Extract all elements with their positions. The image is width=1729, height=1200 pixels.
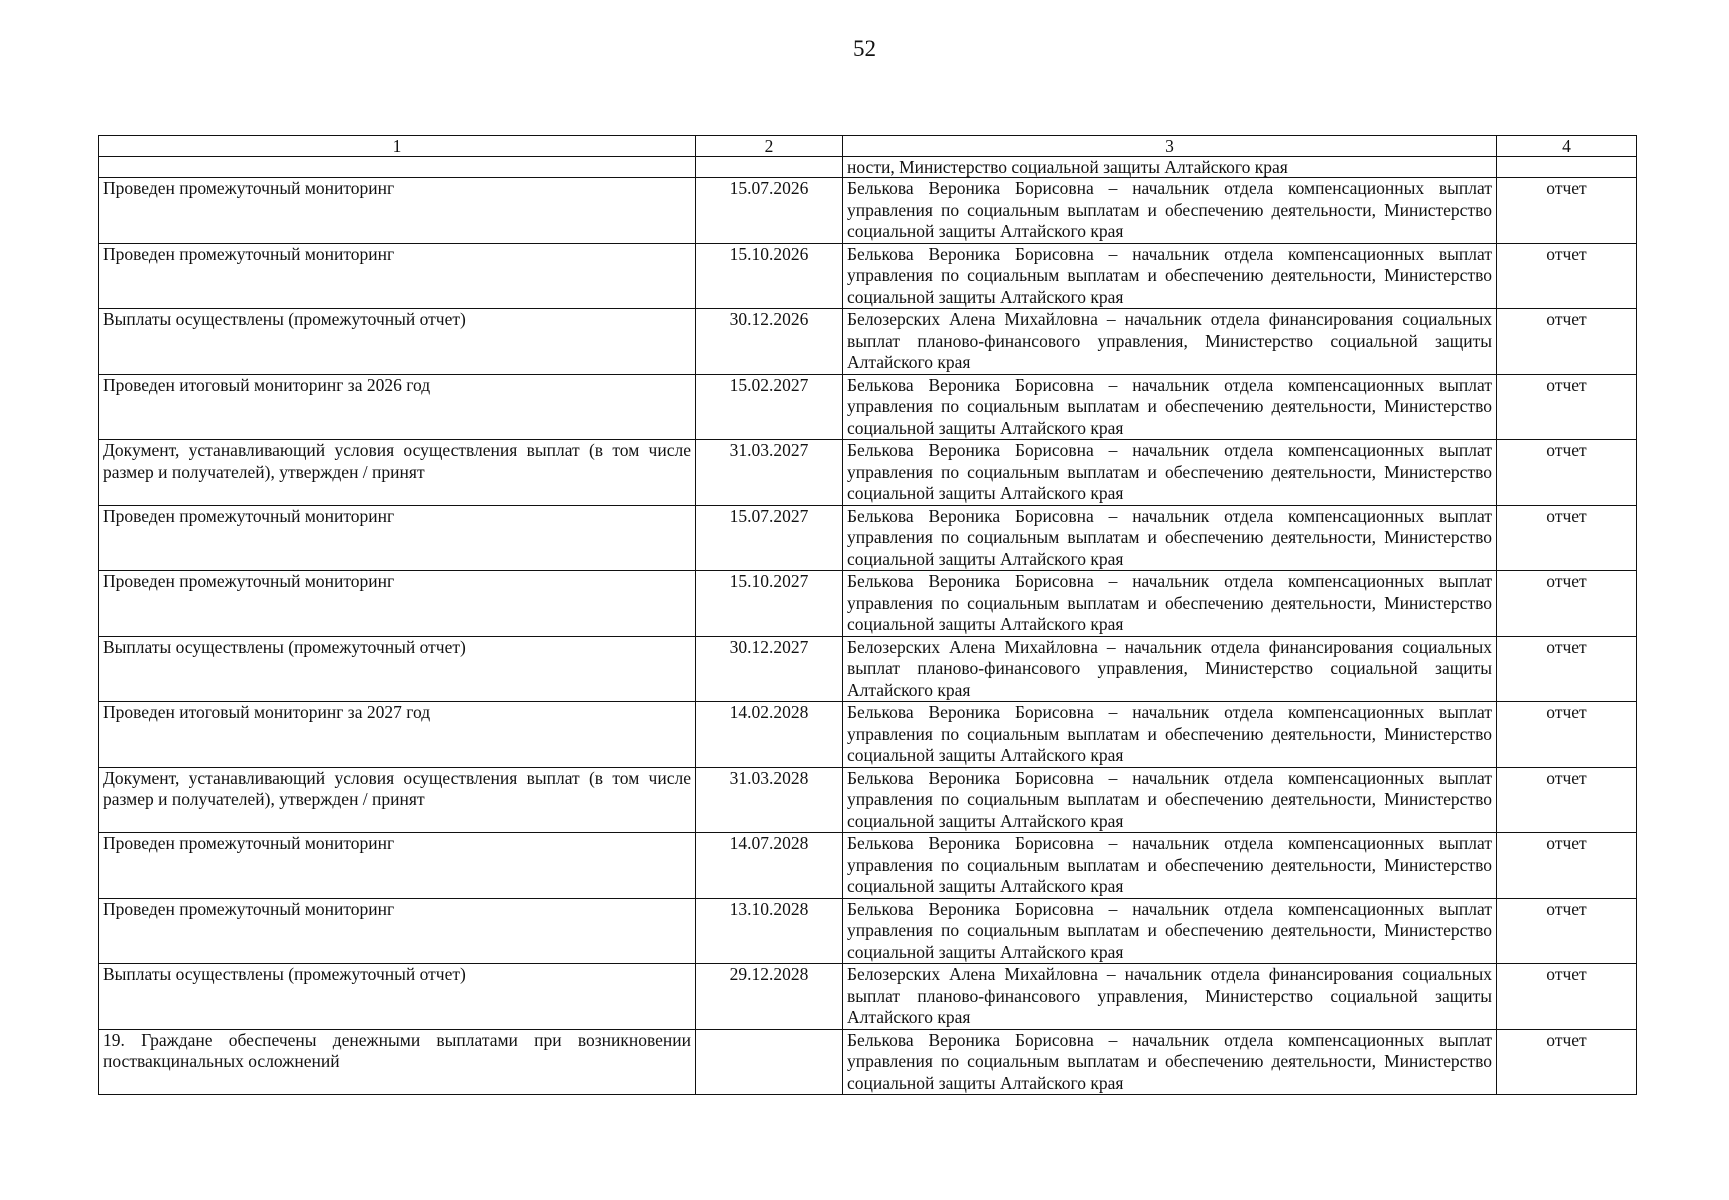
doc-cell: отчет xyxy=(1497,833,1637,899)
date-cell xyxy=(696,1029,843,1095)
responsible-cell: Белькова Вероника Борисовна – начальник отдела компенсационных выплат управления по социальным выплатам и обеспечению деятельности, Министерство социальной защиты Алтайского края xyxy=(843,505,1497,571)
doc-cell: отчет xyxy=(1497,898,1637,964)
event-cell xyxy=(99,157,696,178)
responsible-cell: Белозерских Алена Михайловна – начальник отдела финансирования социальных выплат планово-финансового управления, Министерство социальной защиты Алтайского края xyxy=(843,964,1497,1030)
table-row xyxy=(99,898,1637,964)
responsible-cell: Белькова Вероника Борисовна – начальник отдела компенсационных выплат управления по социальным выплатам и обеспечению деятельности, Министерство социальной защиты Алтайского края xyxy=(843,374,1497,440)
schedule-table xyxy=(98,135,1637,1095)
doc-cell: отчет xyxy=(1497,440,1637,506)
event-cell: 19. Граждане обеспечены денежными выплатами при возникновении поствакцинальных осложнений xyxy=(99,1029,696,1095)
date-cell: 30.12.2026 xyxy=(696,309,843,375)
doc-cell: отчет xyxy=(1497,702,1637,768)
event-cell: Выплаты осуществлены (промежуточный отчет) xyxy=(99,636,696,702)
page-number: 52 xyxy=(853,36,876,61)
table-row xyxy=(99,571,1637,637)
event-cell: Выплаты осуществлены (промежуточный отчет) xyxy=(99,964,696,1030)
responsible-cell: Белькова Вероника Борисовна – начальник отдела компенсационных выплат управления по социальным выплатам и обеспечению деятельности, Министерство социальной защиты Алтайского края xyxy=(843,767,1497,833)
date-cell xyxy=(696,157,843,178)
event-cell: Проведен промежуточный мониторинг xyxy=(99,898,696,964)
column-header: 4 xyxy=(1497,136,1637,157)
event-cell: Проведен промежуточный мониторинг xyxy=(99,833,696,899)
event-cell: Проведен итоговый мониторинг за 2027 год xyxy=(99,702,696,768)
table-row xyxy=(99,505,1637,571)
table-row xyxy=(99,178,1637,244)
table-row xyxy=(99,767,1637,833)
date-cell: 15.07.2027 xyxy=(696,505,843,571)
responsible-cell: Белькова Вероника Борисовна – начальник отдела компенсационных выплат управления по социальным выплатам и обеспечению деятельности, Министерство социальной защиты Алтайского края xyxy=(843,1029,1497,1095)
column-header: 3 xyxy=(843,136,1497,157)
date-cell: 14.02.2028 xyxy=(696,702,843,768)
event-cell: Проведен промежуточный мониторинг xyxy=(99,243,696,309)
column-header: 2 xyxy=(696,136,843,157)
doc-cell: отчет xyxy=(1497,243,1637,309)
responsible-cell: Белькова Вероника Борисовна – начальник отдела компенсационных выплат управления по социальным выплатам и обеспечению деятельности, Министерство социальной защиты Алтайского края xyxy=(843,571,1497,637)
event-cell: Документ, устанавливающий условия осуществления выплат (в том числе размер и получателей), утвержден / принят xyxy=(99,440,696,506)
event-cell: Документ, устанавливающий условия осуществления выплат (в том числе размер и получателей), утвержден / принят xyxy=(99,767,696,833)
table-row xyxy=(99,1029,1637,1095)
doc-cell: отчет xyxy=(1497,1029,1637,1095)
responsible-cell: Белькова Вероника Борисовна – начальник отдела компенсационных выплат управления по социальным выплатам и обеспечению деятельности, Министерство социальной защиты Алтайского края xyxy=(843,440,1497,506)
table-row xyxy=(99,309,1637,375)
responsible-cell: Белозерских Алена Михайловна – начальник отдела финансирования социальных выплат планово-финансового управления, Министерство социальной защиты Алтайского края xyxy=(843,636,1497,702)
table-row xyxy=(99,833,1637,899)
table-header-row xyxy=(99,136,1637,157)
date-cell: 15.07.2026 xyxy=(696,178,843,244)
date-cell: 29.12.2028 xyxy=(696,964,843,1030)
event-cell: Проведен итоговый мониторинг за 2026 год xyxy=(99,374,696,440)
responsible-cell: Белозерских Алена Михайловна – начальник отдела финансирования социальных выплат планово-финансового управления, Министерство социальной защиты Алтайского края xyxy=(843,309,1497,375)
responsible-cell: Белькова Вероника Борисовна – начальник отдела компенсационных выплат управления по социальным выплатам и обеспечению деятельности, Министерство социальной защиты Алтайского края xyxy=(843,178,1497,244)
table-row xyxy=(99,964,1637,1030)
doc-cell: отчет xyxy=(1497,309,1637,375)
event-cell: Выплаты осуществлены (промежуточный отчет) xyxy=(99,309,696,375)
doc-cell: отчет xyxy=(1497,505,1637,571)
column-header: 1 xyxy=(99,136,696,157)
doc-cell: отчет xyxy=(1497,636,1637,702)
doc-cell xyxy=(1497,157,1637,178)
event-cell: Проведен промежуточный мониторинг xyxy=(99,571,696,637)
date-cell: 31.03.2027 xyxy=(696,440,843,506)
doc-cell: отчет xyxy=(1497,178,1637,244)
continuation-row xyxy=(99,157,1637,178)
date-cell: 15.10.2027 xyxy=(696,571,843,637)
table-row xyxy=(99,374,1637,440)
doc-cell: отчет xyxy=(1497,964,1637,1030)
responsible-cell: ности, Министерство социальной защиты Алтайского края xyxy=(843,157,1497,178)
doc-cell: отчет xyxy=(1497,767,1637,833)
date-cell: 15.02.2027 xyxy=(696,374,843,440)
date-cell: 15.10.2026 xyxy=(696,243,843,309)
responsible-cell: Белькова Вероника Борисовна – начальник отдела компенсационных выплат управления по социальным выплатам и обеспечению деятельности, Министерство социальной защиты Алтайского края xyxy=(843,702,1497,768)
date-cell: 30.12.2027 xyxy=(696,636,843,702)
date-cell: 31.03.2028 xyxy=(696,767,843,833)
event-cell: Проведен промежуточный мониторинг xyxy=(99,178,696,244)
event-cell: Проведен промежуточный мониторинг xyxy=(99,505,696,571)
responsible-cell: Белькова Вероника Борисовна – начальник отдела компенсационных выплат управления по социальным выплатам и обеспечению деятельности, Министерство социальной защиты Алтайского края xyxy=(843,833,1497,899)
table-row xyxy=(99,702,1637,768)
date-cell: 13.10.2028 xyxy=(696,898,843,964)
responsible-cell: Белькова Вероника Борисовна – начальник отдела компенсационных выплат управления по социальным выплатам и обеспечению деятельности, Министерство социальной защиты Алтайского края xyxy=(843,243,1497,309)
table-row xyxy=(99,243,1637,309)
responsible-cell: Белькова Вероника Борисовна – начальник отдела компенсационных выплат управления по социальным выплатам и обеспечению деятельности, Министерство социальной защиты Алтайского края xyxy=(843,898,1497,964)
doc-cell: отчет xyxy=(1497,571,1637,637)
date-cell: 14.07.2028 xyxy=(696,833,843,899)
doc-cell: отчет xyxy=(1497,374,1637,440)
table-row xyxy=(99,440,1637,506)
table-row xyxy=(99,636,1637,702)
